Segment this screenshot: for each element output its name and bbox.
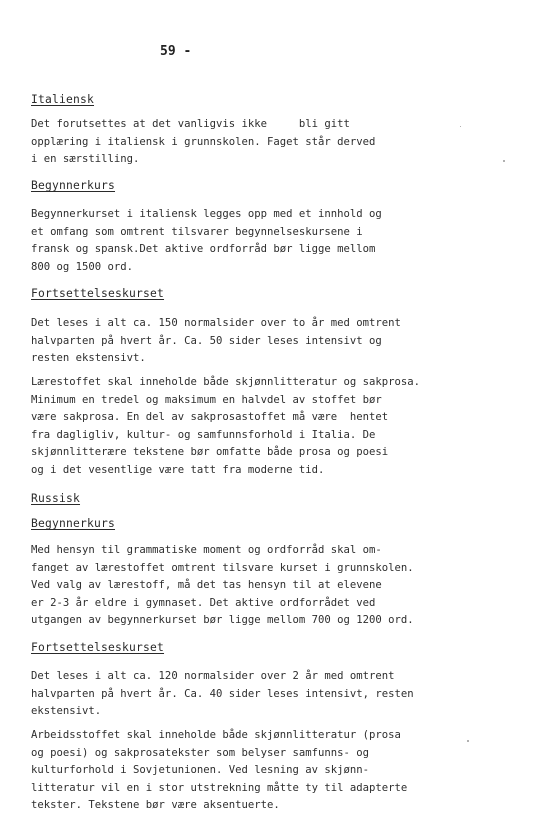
text-line: litteratur vil en i stor utstrekning måtte ty til adapterte bbox=[31, 781, 408, 794]
text-line: og poesi) og sakprosatekster som belyser samfunns- og bbox=[31, 746, 370, 759]
text-line: fransk og spansk.Det aktive ordforråd bør ligge mellom bbox=[31, 243, 376, 256]
text-line: 800 og 1500 ord. bbox=[31, 260, 134, 273]
text-line: være sakprosa. En del av sakprosastoffet må være hentet bbox=[31, 411, 389, 424]
text-line: Minimum en tredel og maksimum en halvdel av stoffet bør bbox=[31, 393, 382, 406]
paragraph-italiensk-intro bbox=[31, 116, 471, 169]
text-line: ekstensivt. bbox=[31, 705, 102, 718]
text-line: fanget av lærestoffet omtrent tilsvare kurset i grunnskolen. bbox=[31, 561, 414, 574]
page-number: 59 - bbox=[160, 44, 192, 59]
paragraph-ru-fortsettelse-1 bbox=[31, 668, 471, 721]
text-line: Ved valg av lærestoff, må det tas hensyn til at elevene bbox=[31, 579, 382, 592]
text-line: skjønnlitterære tekstene bør omfatte både prosa og poesi bbox=[31, 446, 389, 459]
heading-it-fortsettelseskurset: Fortsettelseskurset bbox=[31, 287, 165, 300]
text-line: Arbeidsstoffet skal inneholde både skjønnlitteratur (prosa bbox=[31, 729, 401, 741]
heading-russisk: Russisk bbox=[31, 492, 81, 505]
text-line: halvparten på hvert år. Ca. 40 sider leses intensivt, resten bbox=[31, 687, 414, 700]
heading-it-begynnerkurs: Begynnerkurs bbox=[31, 179, 116, 192]
text-line: er 2-3 år eldre i gymnaset. Det aktive ordforrådet ved bbox=[31, 596, 376, 609]
text-line: opplæring i italiensk i grunnskolen. Faget står derved bbox=[31, 135, 376, 148]
text-line: Det forutsettes at det vanligvis ikke bli gitt bbox=[31, 118, 350, 130]
paragraph-it-fortsettelse-1 bbox=[31, 315, 471, 368]
text-line: halvparten på hvert år. Ca. 50 sider leses intensivt og bbox=[31, 334, 382, 347]
text-line: kulturforhold i Sovjetunionen. Ved lesning av skjønn- bbox=[31, 764, 370, 777]
text-line: Det leses i alt ca. 150 normalsider over to år med omtrent bbox=[31, 317, 401, 329]
scan-speck bbox=[467, 740, 469, 742]
heading-ru-begynnerkurs: Begynnerkurs bbox=[31, 517, 116, 530]
paragraph-it-fortsettelse-2 bbox=[31, 374, 471, 480]
heading-ru-fortsettelseskurset: Fortsettelseskurset bbox=[31, 641, 165, 654]
text-line: Lærestoffet skal inneholde både skjønnlitteratur og sakprosa. bbox=[31, 376, 421, 388]
text-line: i en særstilling. bbox=[31, 153, 140, 166]
heading-italiensk: Italiensk bbox=[31, 93, 95, 106]
paragraph-ru-fortsettelse-2 bbox=[31, 727, 471, 815]
text-line: et omfang som omtrent tilsvarer begynnelseskursene i bbox=[31, 225, 363, 238]
text-line: utgangen av begynnerkurset bør ligge mellom 700 og 1200 ord. bbox=[31, 614, 414, 627]
text-line: tekster. Tekstene bør være aksentuerte. bbox=[31, 799, 280, 812]
text-line: og i det vesentlige være tatt fra moderne tid. bbox=[31, 463, 325, 476]
text-line: Det leses i alt ca. 120 normalsider over 2 år med omtrent bbox=[31, 670, 395, 682]
text-line: Begynnerkurset i italiensk legges opp med et innhold og bbox=[31, 208, 382, 220]
scan-speck bbox=[503, 160, 505, 162]
text-line: resten ekstensivt. bbox=[31, 352, 146, 365]
paragraph-it-begynnerkurs bbox=[31, 206, 471, 276]
text-line: Med hensyn til grammatiske moment og ordforråd skal om- bbox=[31, 544, 382, 556]
text-line: fra dagligliv, kultur- og samfunnsforhold i Italia. De bbox=[31, 428, 376, 441]
scan-speck bbox=[460, 126, 461, 127]
paragraph-ru-begynnerkurs bbox=[31, 542, 471, 630]
